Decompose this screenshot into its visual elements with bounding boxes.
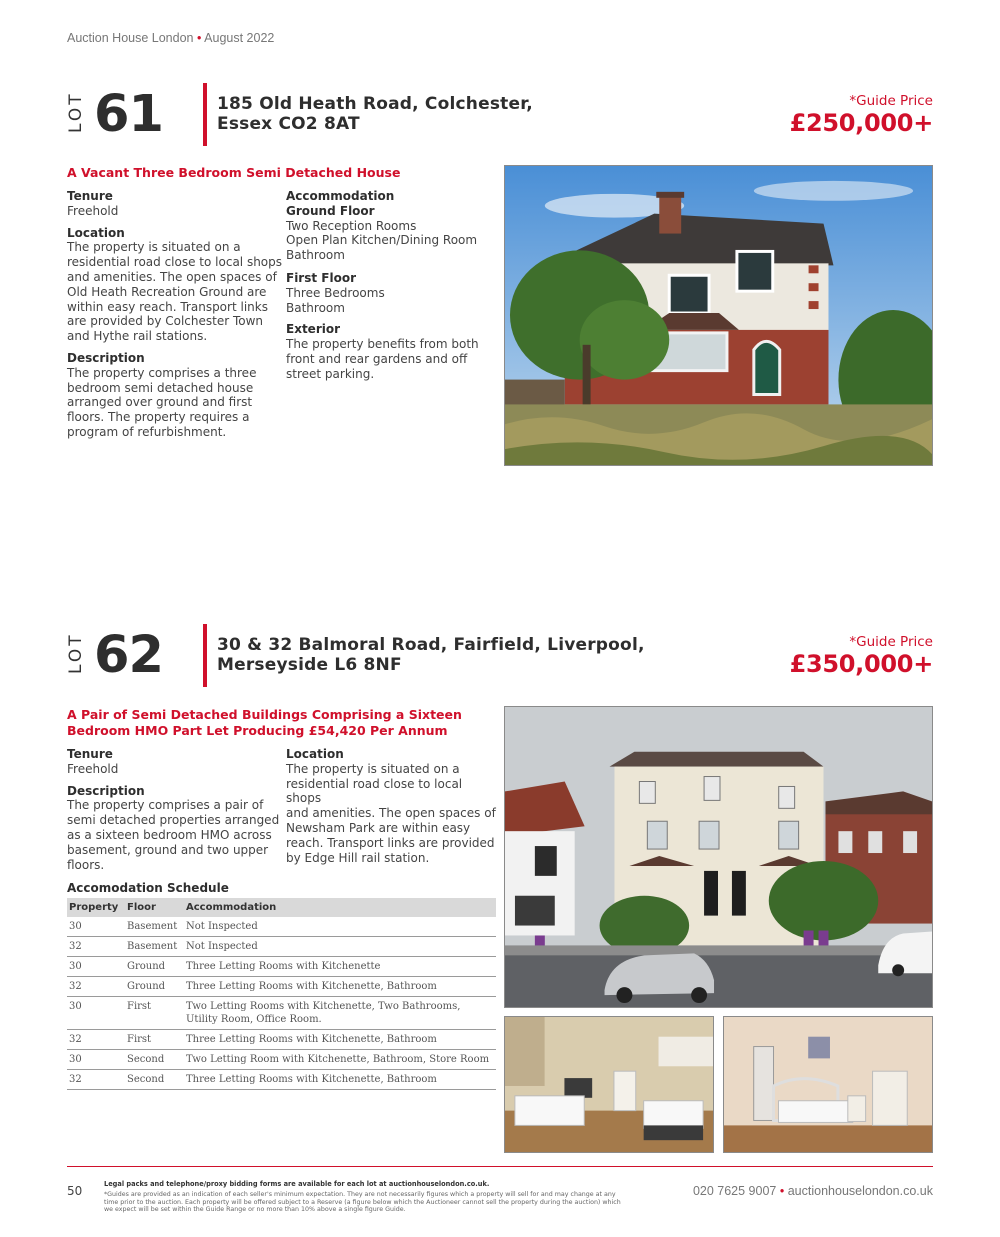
cell-floor: Ground [125,977,184,997]
description-line: semi detached properties arranged [67,813,280,828]
tenure-heading: Tenure [67,747,113,761]
exterior-line: street parking. [286,366,375,381]
lot-62-guide [790,634,933,678]
footer-rule [67,1166,933,1167]
cell-floor: Second [125,1070,184,1090]
location-heading: Location [286,747,344,761]
address-line-2: Essex CO2 8AT [217,114,360,134]
table-row [67,937,496,957]
lot-61-left-column [67,189,282,447]
cell-accommodation: Not Inspected [184,917,496,937]
lot-word: LOT [66,91,86,133]
cell-property: 30 [67,1050,125,1070]
lot-62-street-photo [504,706,933,1008]
location-line: and amenities. The open spaces of [286,806,496,821]
description-line: The property comprises a pair of [67,798,264,813]
contact-separator: • [779,1184,785,1198]
legal-line-2: *Guides are provided as an indication of each seller's minimum expectation. They are not necessarily figures which a property will sell for and may change at any time prior to the auction. Each property will be offered subject to a Reserve (a figure below which the Auctioneer cannot sell the property during the auction) which we expect will be set within the Guide Range or no more than 10% above a single figure Guide. [104,1190,621,1214]
headline-line-1: A Pair of Semi Detached Buildings Comprising a Sixteen [67,707,462,722]
cell-floor: Basement [125,937,184,957]
cell-floor: Second [125,1050,184,1070]
description-line: arranged over ground and first [67,395,253,410]
first-floor-heading: First Floor [286,270,357,285]
legal-notice [104,1181,629,1214]
description-line: floors. The property requires a [67,410,250,425]
guide-price-value: £250,000+ [789,109,933,137]
cell-floor: First [125,1030,184,1050]
location-line: reach. Transport links are provided [286,835,495,850]
guide-price-value: £350,000+ [789,650,933,678]
description-line: program of refurbishment. [67,424,227,439]
lot-divider [203,624,207,687]
header-separator: • [196,31,202,45]
ground-floor-item: Open Plan Kitchen/Dining Room [286,233,478,248]
accommodation-schedule-table [67,898,496,1090]
cell-property: 32 [67,977,125,997]
lot-62-headline [67,707,462,739]
location-line: within easy reach. Transport links [67,299,268,314]
page-number: 50 [67,1184,83,1198]
cell-floor: Ground [125,957,184,977]
location-line: The property is situated on a [67,240,241,255]
lot-61-house-photo [504,165,933,466]
first-floor-item: Three Bedrooms [286,285,385,300]
table-row [67,917,496,937]
location-line: Newsham Park are within easy [286,820,471,835]
lot-divider [203,83,207,146]
running-header [67,31,274,45]
address-line-1: 185 Old Heath Road, Colchester, [217,94,533,114]
cell-accommodation: Two Letting Rooms with Kitchenette, Two Bathrooms, Utility Room, Office Room. [184,997,496,1030]
location-line: and Hythe rail stations. [67,329,208,344]
cell-property: 32 [67,1030,125,1050]
table-row [67,1070,496,1090]
cell-accommodation: Not Inspected [184,937,496,957]
cell-property: 32 [67,937,125,957]
lot-number: 62 [94,626,163,685]
exterior-heading: Exterior [286,322,341,337]
table-row [67,977,496,997]
table-row [67,957,496,977]
lot-62-bedroom-photo-1 [504,1016,714,1153]
legal-line-1: Legal packs and telephone/proxy bidding forms are available for each lot at auctionhouselondon.co.uk. [104,1180,490,1188]
tenure-heading: Tenure [67,189,113,203]
column-header: Floor [125,898,184,917]
cell-accommodation: Three Letting Rooms with Kitchenette [184,957,496,977]
description-line: floors. [67,857,105,872]
location-line: residential road close to local shops [67,255,283,270]
address-line-2: Merseyside L6 8NF [217,655,402,675]
cell-accommodation: Three Letting Rooms with Kitchenette, Bathroom [184,1030,496,1050]
lot-word: LOT [66,632,86,674]
lot-61-headline: A Vacant Three Bedroom Semi Detached House [67,165,401,180]
ground-floor-item: Two Reception Rooms [286,218,417,233]
table-row [67,997,496,1030]
tenure-value: Freehold [67,761,119,776]
location-line: and amenities. The open spaces of [67,269,277,284]
location-line: are provided by Colchester Town [67,314,264,329]
table-row [67,1030,496,1050]
cell-property: 30 [67,997,125,1030]
description-heading: Description [67,783,145,798]
cell-property: 30 [67,917,125,937]
headline-line-2: Bedroom HMO Part Let Producing £54,420 Per Annum [67,723,448,738]
cell-property: 32 [67,1070,125,1090]
schedule-title: Accomodation Schedule [67,881,229,895]
website: auctionhouselondon.co.uk [787,1184,933,1198]
description-line: basement, ground and two upper [67,842,269,857]
phone-number: 020 7625 9007 [692,1184,777,1198]
description-line: bedroom semi detached house [67,380,254,395]
description-line: The property comprises a three [67,365,257,380]
accommodation-heading: Accommodation [286,189,395,203]
cell-floor: Basement [125,917,184,937]
lot-62-address [217,635,645,675]
first-floor-item: Bathroom [286,300,345,315]
guide-price-label: *Guide Price [849,93,933,109]
lot-number: 61 [94,85,163,144]
description-line: as a sixteen bedroom HMO across [67,827,272,842]
lot-62-left-column [67,747,282,879]
location-line: The property is situated on a [286,761,460,776]
lot-61-right-column [286,189,498,389]
tenure-value: Freehold [67,203,119,218]
lot-62-right-column [286,747,498,872]
location-heading: Location [67,225,125,240]
column-header: Property [67,898,125,917]
ground-floor-heading: Ground Floor [286,203,375,218]
lot-61-address [217,94,533,134]
cell-accommodation: Three Letting Rooms with Kitchenette, Bathroom [184,977,496,997]
column-header: Accommodation [184,898,496,917]
location-line: by Edge Hill rail station. [286,850,430,865]
contact-info [693,1184,933,1198]
cell-floor: First [125,997,184,1030]
guide-price-label: *Guide Price [849,634,933,650]
lot-61-guide [790,93,933,137]
cell-accommodation: Two Letting Room with Kitchenette, Bathroom, Store Room [184,1050,496,1070]
edition-date: August 2022 [204,31,275,45]
location-line: residential road close to local shops [286,776,463,806]
lot-62-bedroom-photo-2 [723,1016,933,1153]
description-heading: Description [67,350,145,365]
exterior-line: front and rear gardens and off [286,351,468,366]
table-header-row [67,898,496,917]
table-row [67,1050,496,1070]
exterior-line: The property benefits from both [286,337,479,352]
ground-floor-item: Bathroom [286,248,345,263]
location-line: Old Heath Recreation Ground are [67,284,267,299]
publisher-name: Auction House London [67,31,194,45]
cell-accommodation: Three Letting Rooms with Kitchenette, Bathroom [184,1070,496,1090]
cell-property: 30 [67,957,125,977]
address-line-1: 30 & 32 Balmoral Road, Fairfield, Liverpool, [217,635,645,655]
